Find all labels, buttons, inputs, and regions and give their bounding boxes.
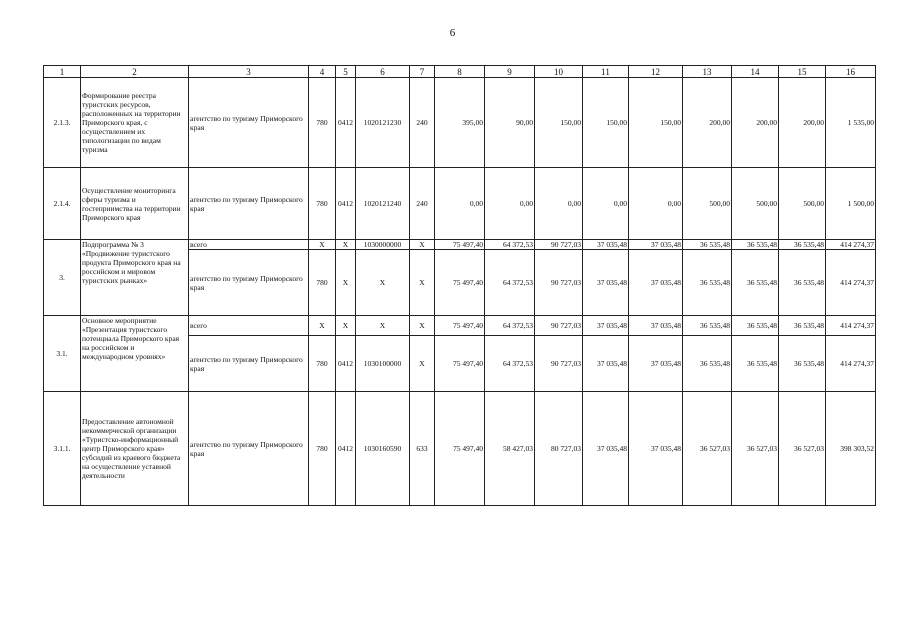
cell: 36 535,48 <box>779 250 826 316</box>
cell: 0412 <box>336 78 356 168</box>
cell: 36 535,48 <box>779 316 826 336</box>
cell: Х <box>309 240 336 250</box>
row-agency: всего <box>189 316 309 336</box>
cell: 75 497,40 <box>435 336 485 392</box>
cell: 36 527,03 <box>683 392 732 506</box>
table-row <box>44 392 876 506</box>
col-header: 10 <box>535 66 583 78</box>
cell: 200,00 <box>683 78 732 168</box>
cell: 200,00 <box>732 78 779 168</box>
cell: 0412 <box>336 392 356 506</box>
cell: 500,00 <box>779 168 826 240</box>
cell: 633 <box>410 392 435 506</box>
col-header: 2 <box>81 66 189 78</box>
cell: 0,00 <box>629 168 683 240</box>
cell: 240 <box>410 78 435 168</box>
row-agency: агентство по туризму Приморского края <box>189 336 309 392</box>
cell: 37 035,48 <box>629 250 683 316</box>
cell: 1020121230 <box>356 78 410 168</box>
cell: Х <box>410 316 435 336</box>
row-name: Осуществление мониторинга сферы туризма и гостеприимства на территории Приморского края <box>81 168 189 240</box>
cell: 37 035,48 <box>629 316 683 336</box>
cell: 37 035,48 <box>629 392 683 506</box>
cell: 36 535,48 <box>683 250 732 316</box>
col-header: 9 <box>485 66 535 78</box>
cell: 58 427,03 <box>485 392 535 506</box>
cell: 37 035,48 <box>583 392 629 506</box>
cell: 0412 <box>336 168 356 240</box>
cell: 90 727,03 <box>535 240 583 250</box>
cell: 36 535,48 <box>683 316 732 336</box>
row-agency: агентство по туризму Приморского края <box>189 392 309 506</box>
cell: 75 497,40 <box>435 316 485 336</box>
cell: 75 497,40 <box>435 250 485 316</box>
table-row <box>44 316 876 336</box>
cell: 36 535,48 <box>683 336 732 392</box>
cell: 780 <box>309 392 336 506</box>
cell: 37 035,48 <box>629 336 683 392</box>
cell: 200,00 <box>779 78 826 168</box>
col-header: 7 <box>410 66 435 78</box>
cell: 37 035,48 <box>583 240 629 250</box>
cell: 1020121240 <box>356 168 410 240</box>
row-number: 2.1.3. <box>44 78 81 168</box>
cell: 36 535,48 <box>779 240 826 250</box>
cell: 414 274,37 <box>826 316 876 336</box>
cell: 240 <box>410 168 435 240</box>
cell: Х <box>309 316 336 336</box>
page-number: 6 <box>449 27 456 39</box>
budget-table <box>43 65 876 506</box>
cell: Х <box>356 316 410 336</box>
cell: Х <box>336 316 356 336</box>
cell: 90 727,03 <box>535 336 583 392</box>
col-header: 14 <box>732 66 779 78</box>
col-header: 4 <box>309 66 336 78</box>
row-number: 3.1.1. <box>44 392 81 506</box>
cell: Х <box>356 250 410 316</box>
cell: 90,00 <box>485 78 535 168</box>
cell: 64 372,53 <box>485 316 535 336</box>
col-header: 13 <box>683 66 732 78</box>
cell: 780 <box>309 168 336 240</box>
cell: 37 035,48 <box>583 336 629 392</box>
table-row <box>44 240 876 250</box>
col-header: 15 <box>779 66 826 78</box>
cell: 395,00 <box>435 78 485 168</box>
col-header: 6 <box>356 66 410 78</box>
row-agency: агентство по туризму Приморского края <box>189 168 309 240</box>
cell: 36 535,48 <box>732 240 779 250</box>
col-header: 5 <box>336 66 356 78</box>
col-header: 12 <box>629 66 683 78</box>
col-header: 3 <box>189 66 309 78</box>
cell: 90 727,03 <box>535 316 583 336</box>
cell: 1030100000 <box>356 336 410 392</box>
cell: 780 <box>309 336 336 392</box>
table-row <box>44 78 876 168</box>
cell: 36 527,03 <box>779 392 826 506</box>
cell: 1030000000 <box>356 240 410 250</box>
cell: 75 497,40 <box>435 240 485 250</box>
row-number: 3.1. <box>44 316 81 392</box>
table-row <box>44 168 876 240</box>
cell: Х <box>410 240 435 250</box>
cell: Х <box>336 250 356 316</box>
row-number: 3. <box>44 240 81 316</box>
cell: 0,00 <box>485 168 535 240</box>
cell: 1 535,00 <box>826 78 876 168</box>
col-header: 8 <box>435 66 485 78</box>
cell: 36 535,48 <box>683 240 732 250</box>
cell: 780 <box>309 250 336 316</box>
cell: 500,00 <box>683 168 732 240</box>
cell: 75 497,40 <box>435 392 485 506</box>
cell: 414 274,37 <box>826 336 876 392</box>
cell: 1 500,00 <box>826 168 876 240</box>
cell: 37 035,48 <box>583 316 629 336</box>
row-number: 2.1.4. <box>44 168 81 240</box>
cell: 90 727,03 <box>535 250 583 316</box>
row-agency: агентство по туризму Приморского края <box>189 78 309 168</box>
cell: 0,00 <box>435 168 485 240</box>
cell: 64 372,53 <box>485 336 535 392</box>
cell: 414 274,37 <box>826 240 876 250</box>
cell: 398 303,52 <box>826 392 876 506</box>
cell: 64 372,53 <box>485 240 535 250</box>
row-agency: агентство по туризму Приморского края <box>189 250 309 316</box>
row-name: Основное мероприятие «Презентация туристского потенциала Приморского края на российском и международном уровнях» <box>81 316 189 392</box>
row-name: Подпрограмма № 3 «Продвижение туристского продукта Приморского края на российском и мировом туристских рынках» <box>81 240 189 316</box>
cell: 150,00 <box>583 78 629 168</box>
cell: 0,00 <box>583 168 629 240</box>
cell: 0,00 <box>535 168 583 240</box>
cell: 1030160590 <box>356 392 410 506</box>
cell: 36 535,48 <box>732 250 779 316</box>
row-agency: всего <box>189 240 309 250</box>
col-header: 11 <box>583 66 629 78</box>
cell: 36 535,48 <box>779 336 826 392</box>
cell: 414 274,37 <box>826 250 876 316</box>
cell: 500,00 <box>732 168 779 240</box>
cell: Х <box>410 250 435 316</box>
cell: 80 727,03 <box>535 392 583 506</box>
cell: 36 535,48 <box>732 316 779 336</box>
cell: 37 035,48 <box>583 250 629 316</box>
col-header: 1 <box>44 66 81 78</box>
cell: 150,00 <box>629 78 683 168</box>
cell: Х <box>410 336 435 392</box>
row-name: Формирование реестра туристских ресурсов, расположенных на территории Приморского края, с осуществлением их типологизации по видам туризма <box>81 78 189 168</box>
header-row <box>44 66 876 78</box>
cell: 36 527,03 <box>732 392 779 506</box>
row-name: Предоставление автономной некоммерческой организации «Туристско-информационный центр Приморского края» субсидий из краевого бюджета на осуществление уставной деятельности <box>81 392 189 506</box>
cell: 780 <box>309 78 336 168</box>
cell: 36 535,48 <box>732 336 779 392</box>
col-header: 16 <box>826 66 876 78</box>
cell: 150,00 <box>535 78 583 168</box>
cell: 64 372,53 <box>485 250 535 316</box>
cell: Х <box>336 240 356 250</box>
cell: 0412 <box>336 336 356 392</box>
cell: 37 035,48 <box>629 240 683 250</box>
